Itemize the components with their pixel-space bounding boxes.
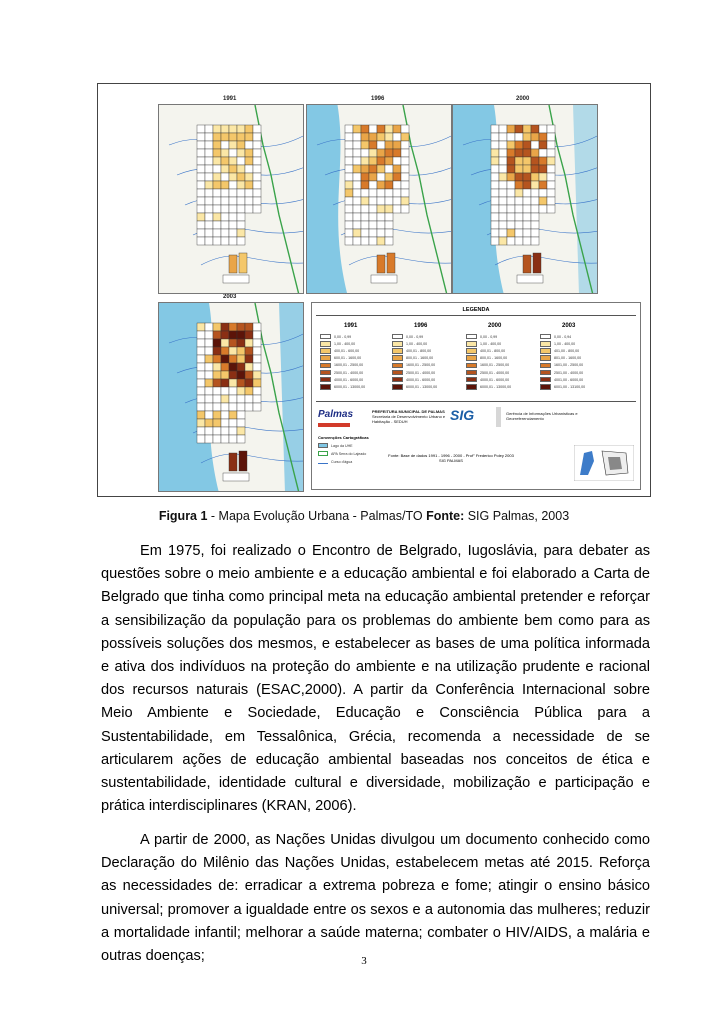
legend-class-label: 1,00 - 400,00 — [406, 341, 428, 346]
legend-class-label: 600,01 - 1600,00 — [334, 356, 362, 361]
legend-swatch-icon — [540, 355, 551, 361]
paragraph: Em 1975, foi realizado o Encontro de Belgrado, Iugoslávia, para debater as questões sobre o meio ambiente e a educação ambiental e foi elaborado a Carta de Belgrado que tinha como principal meta na educação ambiental pretender e reforçar a sensibilização da população para os problemas do ambiente bem como para as possíveis soluções dos mesmos, e estabelecer as bases de uma política informada e ativa dos indivíduos na proteção do ambiente e na utilização prudente e racional dos recursos naturais (ESAC,2000). A partir da Conferência Internacional sobre Meio Ambiente e Sociedade, Educação e Consciência Pública para a Sustentabilidade, em Tessalônica, Grécia, recomenda a necessidade de se articularem ações de educação ambiental baseadas nos conceitos de ética e sustentabilidade, identidade cultural e diversidade, mobilização e participação e prática interdisciplinares (KRAN, 2006). — [101, 543, 650, 815]
legend-class-label: 0,00 - 0,99 — [334, 334, 352, 339]
urban-map-icon — [159, 105, 304, 294]
legend-class-label: 4000,01 - 6000,00 — [406, 377, 436, 382]
legend-class-label: 0,00 - 0,99 — [480, 334, 498, 339]
legend-class-label: 0,00 - 0,99 — [406, 334, 424, 339]
legend-class — [540, 347, 585, 354]
seduh-badge — [496, 407, 501, 427]
caption-text: - Mapa Evolução Urbana - Palmas/TO — [207, 509, 427, 523]
legend-swatch-icon — [540, 377, 551, 383]
figure-caption — [0, 509, 728, 523]
legend-class — [320, 333, 365, 340]
legend-class-label: 1600,01 - 2500,00 — [406, 363, 436, 368]
map-year-label: 1991 — [223, 96, 237, 102]
legend-class — [540, 333, 585, 340]
sig-logo: SIG — [450, 407, 475, 423]
legend-class — [466, 340, 511, 347]
legend-swatch-icon — [540, 370, 551, 376]
legend-swatch-icon — [466, 363, 477, 369]
convention-lake — [318, 443, 353, 448]
legend-class — [392, 362, 437, 369]
legend-class — [392, 355, 437, 362]
map-2000 — [452, 104, 598, 294]
legend-class — [320, 376, 365, 383]
map-1991 — [158, 104, 304, 294]
legend-swatch-icon — [320, 348, 331, 354]
palmas-logo: Palmas — [318, 409, 354, 420]
legend-year: 1991 — [344, 323, 358, 329]
map-year-label: 2003 — [223, 294, 237, 300]
legend-class-label: 2501,00 - 4000,00 — [554, 370, 584, 375]
legend-swatch-icon — [392, 384, 403, 390]
legend-class-label: 6000,01 - 13000,00 — [480, 384, 512, 389]
conventions-title: Convenções Cartográficas — [318, 435, 369, 440]
legend-class — [320, 340, 365, 347]
legend-class-label: 1601,00 - 2500,00 — [554, 363, 584, 368]
legend-year: 2000 — [488, 323, 502, 329]
legend-class — [392, 376, 437, 383]
prefeitura-block — [372, 409, 446, 424]
legend-class-label: 2500,01 - 4000,00 — [334, 370, 364, 375]
legend-class-label: 1,00 - 400,00 — [554, 341, 576, 346]
legend-swatch-icon — [466, 341, 477, 347]
legend-swatch-icon — [392, 355, 403, 361]
legend-swatch-icon — [392, 334, 403, 340]
legend-class — [540, 355, 585, 362]
urban-map-icon — [159, 303, 304, 492]
legend-class — [320, 383, 365, 390]
legend-swatch-icon — [320, 377, 331, 383]
convention-apa — [318, 451, 366, 456]
legend-swatch-icon — [392, 370, 403, 376]
caption-source-label: Fonte: — [426, 509, 465, 523]
legend-class — [392, 340, 437, 347]
legend-swatch-icon — [320, 370, 331, 376]
legend-class-label: 6001,00 - 13100,00 — [554, 384, 586, 389]
legend-class — [466, 355, 511, 362]
legend-class-label: 1,00 - 400,00 — [334, 341, 356, 346]
legend-swatch-icon — [466, 355, 477, 361]
gerencia-name: Gerência de Informações Urbanísticas e Georreferenciamento — [506, 411, 578, 421]
map-source: Fonte: Base de dados 1991 - 1996 - 2000 - Prof° Frederico Poley 2003 SIG PALMAS — [388, 453, 514, 463]
legend-class-label: 6000,01 - 13000,00 — [334, 384, 366, 389]
locator-map-icon — [574, 445, 634, 481]
legend-swatch-icon — [320, 355, 331, 361]
legend-class-label: 400,01 - 800,00 — [480, 348, 506, 353]
legend-class — [392, 347, 437, 354]
legend-column — [320, 333, 365, 391]
caption-label: Figura 1 — [158, 509, 208, 523]
legend-class-label: 4000,01 - 6000,00 — [334, 377, 364, 382]
legend-class — [540, 369, 585, 376]
legend-year: 1996 — [414, 323, 428, 329]
convention-stream — [318, 459, 352, 464]
stream-swatch-icon — [318, 459, 328, 464]
legend-divider — [316, 315, 636, 316]
urban-map-icon — [453, 105, 598, 294]
legend-swatch-icon — [466, 384, 477, 390]
page-number: 3 — [361, 955, 367, 967]
legend-class-label: 800,01 - 1600,00 — [480, 356, 508, 361]
legend-class-label: 6000,01 - 13000,00 — [406, 384, 438, 389]
legend-swatch-icon — [320, 341, 331, 347]
legend-class — [320, 369, 365, 376]
legend-class-label: 1600,01 - 2500,00 — [480, 363, 510, 368]
convention-label: APA Serra do Lajeado — [331, 451, 367, 456]
legend-class — [320, 362, 365, 369]
palmas-logo-bar — [318, 423, 350, 427]
legend-column — [540, 333, 585, 391]
legend-swatch-icon — [466, 334, 477, 340]
legend-swatch-icon — [466, 377, 477, 383]
legend-class-label: 4000,01 - 6000,00 — [480, 377, 510, 382]
secretaria-name: Secretaria de Desenvolvimento Urbano e Habitação - SEDUH — [372, 414, 446, 424]
legend-swatch-icon — [392, 363, 403, 369]
legend-column — [466, 333, 511, 391]
legend-class — [320, 347, 365, 354]
apa-swatch-icon — [318, 451, 328, 456]
map-legend — [311, 302, 641, 490]
legend-class-label: 2500,01 - 4000,00 — [480, 370, 510, 375]
legend-swatch-icon — [320, 334, 331, 340]
legend-swatch-icon — [540, 348, 551, 354]
legend-class-label: 1,00 - 400,00 — [480, 341, 502, 346]
legend-swatch-icon — [466, 370, 477, 376]
legend-swatch-icon — [466, 348, 477, 354]
legend-class — [466, 383, 511, 390]
legend-class-label: 400,01 - 600,00 — [334, 348, 360, 353]
legend-class — [540, 383, 585, 390]
legend-divider — [316, 401, 636, 402]
legend-class-label: 800,01 - 1600,00 — [406, 356, 434, 361]
legend-swatch-icon — [320, 363, 331, 369]
map-2003 — [158, 302, 304, 492]
legend-title: LEGENDA — [462, 307, 490, 313]
map-1996 — [306, 104, 452, 294]
legend-swatch-icon — [320, 384, 331, 390]
convention-label: Lago da UHE — [331, 443, 353, 448]
legend-swatch-icon — [392, 377, 403, 383]
legend-class-label: 0,00 - 0,94 — [554, 334, 572, 339]
legend-class — [392, 333, 437, 340]
legend-class — [540, 362, 585, 369]
legend-swatch-icon — [540, 363, 551, 369]
map-year-label: 1996 — [371, 96, 385, 102]
legend-class — [392, 383, 437, 390]
legend-class-label: 4001,00 - 6000,00 — [554, 377, 584, 382]
legend-class — [466, 347, 511, 354]
caption-source: SIG Palmas, 2003 — [464, 509, 570, 523]
legend-class — [466, 333, 511, 340]
legend-swatch-icon — [392, 341, 403, 347]
legend-swatch-icon — [540, 341, 551, 347]
legend-year: 2003 — [562, 323, 576, 329]
legend-class — [540, 340, 585, 347]
legend-column — [392, 333, 437, 391]
legend-class-label: 401,00 - 800,00 — [554, 348, 580, 353]
legend-swatch-icon — [540, 384, 551, 390]
legend-swatch-icon — [540, 334, 551, 340]
legend-class — [466, 376, 511, 383]
figure-frame — [97, 83, 651, 497]
legend-class — [466, 362, 511, 369]
legend-class-label: 801,00 - 1600,00 — [554, 356, 582, 361]
legend-class — [540, 376, 585, 383]
map-year-label: 2000 — [516, 96, 530, 102]
prefeitura-name: PREFEITURA MUNICIPAL DE PALMAS — [372, 409, 445, 414]
legend-class-label: 1600,01 - 2500,00 — [334, 363, 364, 368]
legend-class — [392, 369, 437, 376]
legend-class-label: 400,01 - 800,00 — [406, 348, 432, 353]
legend-class — [466, 369, 511, 376]
legend-class-label: 2500,01 - 4000,00 — [406, 370, 436, 375]
convention-label: Curso d'água — [331, 459, 353, 464]
legend-class — [320, 355, 365, 362]
urban-map-icon — [307, 105, 452, 294]
lake-swatch-icon — [318, 443, 328, 448]
legend-swatch-icon — [392, 348, 403, 354]
paragraph: A partir de 2000, as Nações Unidas divulgou um documento conhecido como Declaração do Milênio das Nações Unidas, estabelecem metas até 2015. Reforça as necessidades de: erradicar a extrema pobreza e fome; atingir o ensino básico universal; promover a igualdade entre os sexos e a autonomia das mulheres; reduzir a mortalidade infantil; melhorar a saúde materna; combater o HIV/AIDS, a malária e outras doenças; — [101, 832, 650, 965]
